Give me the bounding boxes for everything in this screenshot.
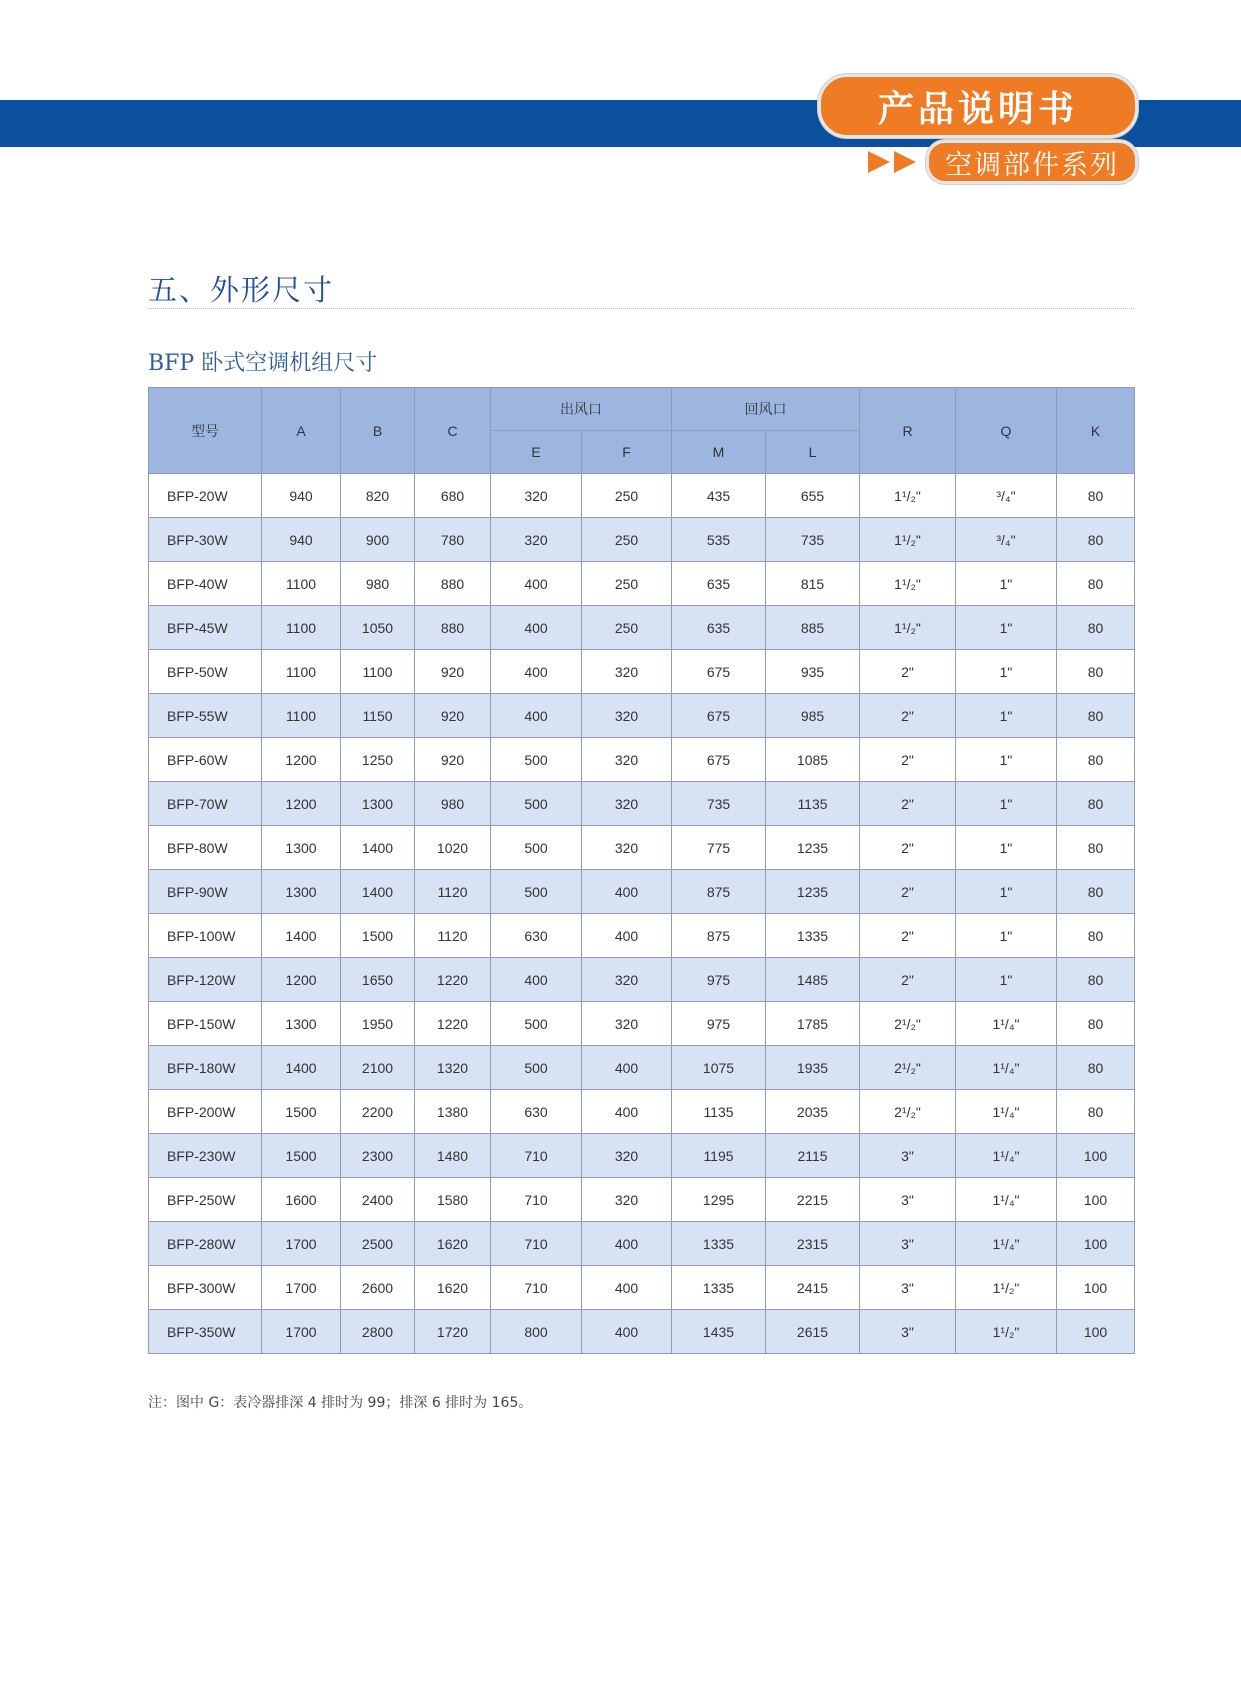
table-cell: 800 xyxy=(491,1310,582,1354)
table-cell: 320 xyxy=(491,518,582,562)
header-return-group: 回风口 xyxy=(672,388,860,431)
table-cell: 400 xyxy=(582,1046,672,1090)
table-cell: 320 xyxy=(582,1002,672,1046)
table-cell: 2315 xyxy=(766,1222,860,1266)
section-title: 五、外形尺寸 xyxy=(148,273,335,307)
model-cell: BFP-300W xyxy=(149,1266,262,1310)
table-cell: 2" xyxy=(860,694,956,738)
table-body xyxy=(149,474,1135,1354)
table-cell: 1085 xyxy=(766,738,860,782)
table-cell: 80 xyxy=(1057,606,1135,650)
table-cell: 1400 xyxy=(262,914,341,958)
table-cell: 1020 xyxy=(415,826,491,870)
table-cell: 2400 xyxy=(341,1178,415,1222)
table-cell: 400 xyxy=(491,562,582,606)
table-cell: 1300 xyxy=(262,1002,341,1046)
table-cell: 980 xyxy=(341,562,415,606)
table-cell: 1400 xyxy=(341,826,415,870)
header-model: 型号 xyxy=(149,388,262,474)
table-cell: 1300 xyxy=(341,782,415,826)
model-cell: BFP-150W xyxy=(149,1002,262,1046)
table-cell: 1050 xyxy=(341,606,415,650)
header-f: F xyxy=(582,431,672,474)
table-cell: 630 xyxy=(491,1090,582,1134)
table-cell: 1785 xyxy=(766,1002,860,1046)
table-cell: 80 xyxy=(1057,474,1135,518)
table-cell: 1220 xyxy=(415,958,491,1002)
table-cell: 320 xyxy=(582,694,672,738)
table-cell: 710 xyxy=(491,1222,582,1266)
table-row xyxy=(149,1310,1135,1354)
table-cell: 1120 xyxy=(415,870,491,914)
table-cell: 320 xyxy=(582,738,672,782)
product-manual-badge: 产品说明书 xyxy=(818,74,1138,138)
table-cell: 1235 xyxy=(766,826,860,870)
table-cell: 1720 xyxy=(415,1310,491,1354)
header-c: C xyxy=(415,388,491,474)
table-row xyxy=(149,958,1135,1002)
table-cell: 2200 xyxy=(341,1090,415,1134)
table-cell: 980 xyxy=(415,782,491,826)
table-cell: 735 xyxy=(672,782,766,826)
table-cell: 680 xyxy=(415,474,491,518)
table-row xyxy=(149,826,1135,870)
table-row xyxy=(149,474,1135,518)
table-cell: 1500 xyxy=(341,914,415,958)
model-cell: BFP-30W xyxy=(149,518,262,562)
table-cell: 940 xyxy=(262,474,341,518)
table-row xyxy=(149,914,1135,958)
table-row xyxy=(149,1266,1135,1310)
table-cell: 940 xyxy=(262,518,341,562)
model-cell: BFP-250W xyxy=(149,1178,262,1222)
table-cell: 500 xyxy=(491,870,582,914)
table-cell: 1295 xyxy=(672,1178,766,1222)
table-cell: 250 xyxy=(582,606,672,650)
table-cell: 1580 xyxy=(415,1178,491,1222)
table-cell: 100 xyxy=(1057,1134,1135,1178)
table-cell: 250 xyxy=(582,474,672,518)
table-cell: 250 xyxy=(582,518,672,562)
header-outlet-group: 出风口 xyxy=(491,388,672,431)
table-cell: 1300 xyxy=(262,870,341,914)
table-cell: 400 xyxy=(582,1222,672,1266)
table-cell: 80 xyxy=(1057,914,1135,958)
table-row xyxy=(149,562,1135,606)
table-row xyxy=(149,1178,1135,1222)
table-cell: 780 xyxy=(415,518,491,562)
table-row xyxy=(149,870,1135,914)
table-cell: 735 xyxy=(766,518,860,562)
table-cell: 1¹/₄" xyxy=(956,1046,1057,1090)
table-cell: 1" xyxy=(956,650,1057,694)
table-cell: 2¹/₂" xyxy=(860,1090,956,1134)
table-cell: 1" xyxy=(956,958,1057,1002)
table-cell: 775 xyxy=(672,826,766,870)
table-cell: 2800 xyxy=(341,1310,415,1354)
table-cell: 400 xyxy=(582,1090,672,1134)
table-cell: 1100 xyxy=(262,606,341,650)
table-row xyxy=(149,1046,1135,1090)
table-cell: 320 xyxy=(582,958,672,1002)
model-cell: BFP-50W xyxy=(149,650,262,694)
table-cell: 100 xyxy=(1057,1178,1135,1222)
table-cell: 1075 xyxy=(672,1046,766,1090)
table-cell: 500 xyxy=(491,738,582,782)
table-row xyxy=(149,606,1135,650)
table-cell: 1200 xyxy=(262,958,341,1002)
table-cell: 500 xyxy=(491,1046,582,1090)
table-cell: 1600 xyxy=(262,1178,341,1222)
table-cell: 400 xyxy=(582,1310,672,1354)
table-cell: 400 xyxy=(491,650,582,694)
table-cell: 1150 xyxy=(341,694,415,738)
table-cell: 1700 xyxy=(262,1266,341,1310)
table-cell: 400 xyxy=(491,606,582,650)
table-cell: 1100 xyxy=(262,694,341,738)
table-cell: 1500 xyxy=(262,1090,341,1134)
table-cell: 1700 xyxy=(262,1310,341,1354)
table-cell: 1¹/₂" xyxy=(860,606,956,650)
table-cell: 2500 xyxy=(341,1222,415,1266)
double-arrow-icon xyxy=(868,149,920,175)
table-cell: 1" xyxy=(956,782,1057,826)
table-cell: 2115 xyxy=(766,1134,860,1178)
table-title: BFP 卧式空调机组尺寸 xyxy=(148,351,378,376)
table-cell: 920 xyxy=(415,738,491,782)
table-cell: 655 xyxy=(766,474,860,518)
table-cell: 500 xyxy=(491,782,582,826)
table-cell: 2" xyxy=(860,914,956,958)
table-cell: 500 xyxy=(491,826,582,870)
table-cell: 320 xyxy=(582,1178,672,1222)
table-cell: 2100 xyxy=(341,1046,415,1090)
table-cell: 80 xyxy=(1057,1002,1135,1046)
table-cell: 1" xyxy=(956,914,1057,958)
dimension-table xyxy=(148,387,1135,1354)
table-cell: 3" xyxy=(860,1310,956,1354)
header-r: R xyxy=(860,388,956,474)
table-cell: 100 xyxy=(1057,1266,1135,1310)
table-cell: ³/₄" xyxy=(956,474,1057,518)
table-cell: 675 xyxy=(672,650,766,694)
table-cell: 1100 xyxy=(262,562,341,606)
model-cell: BFP-70W xyxy=(149,782,262,826)
table-cell: 400 xyxy=(582,1266,672,1310)
table-cell: 2" xyxy=(860,650,956,694)
model-cell: BFP-40W xyxy=(149,562,262,606)
table-cell: 635 xyxy=(672,562,766,606)
table-row xyxy=(149,1134,1135,1178)
model-cell: BFP-200W xyxy=(149,1090,262,1134)
table-cell: 80 xyxy=(1057,1046,1135,1090)
table-cell: 710 xyxy=(491,1134,582,1178)
table-cell: 1320 xyxy=(415,1046,491,1090)
header-a: A xyxy=(262,388,341,474)
table-cell: 2¹/₂" xyxy=(860,1046,956,1090)
table-cell: 935 xyxy=(766,650,860,694)
table-cell: 535 xyxy=(672,518,766,562)
table-cell: 400 xyxy=(491,694,582,738)
table-cell: 710 xyxy=(491,1178,582,1222)
table-cell: 400 xyxy=(582,870,672,914)
table-cell: 3" xyxy=(860,1178,956,1222)
table-cell: 880 xyxy=(415,562,491,606)
header-k: K xyxy=(1057,388,1135,474)
table-cell: 1¹/₄" xyxy=(956,1222,1057,1266)
table-cell: 2215 xyxy=(766,1178,860,1222)
table-cell: 975 xyxy=(672,1002,766,1046)
table-cell: 885 xyxy=(766,606,860,650)
table-cell: 920 xyxy=(415,694,491,738)
table-cell: 2¹/₂" xyxy=(860,1002,956,1046)
header-l: L xyxy=(766,431,860,474)
model-cell: BFP-90W xyxy=(149,870,262,914)
model-cell: BFP-280W xyxy=(149,1222,262,1266)
table-cell: 2" xyxy=(860,958,956,1002)
table-row xyxy=(149,650,1135,694)
model-cell: BFP-350W xyxy=(149,1310,262,1354)
table-cell: 820 xyxy=(341,474,415,518)
table-cell: 900 xyxy=(341,518,415,562)
table-cell: ³/₄" xyxy=(956,518,1057,562)
table-cell: 80 xyxy=(1057,826,1135,870)
header-b: B xyxy=(341,388,415,474)
model-cell: BFP-120W xyxy=(149,958,262,1002)
section-divider xyxy=(148,308,1134,309)
table-cell: 1135 xyxy=(766,782,860,826)
model-cell: BFP-100W xyxy=(149,914,262,958)
model-cell: BFP-20W xyxy=(149,474,262,518)
table-cell: 1335 xyxy=(672,1266,766,1310)
table-cell: 815 xyxy=(766,562,860,606)
model-cell: BFP-55W xyxy=(149,694,262,738)
table-cell: 1" xyxy=(956,694,1057,738)
table-cell: 1620 xyxy=(415,1266,491,1310)
model-cell: BFP-180W xyxy=(149,1046,262,1090)
table-cell: 1935 xyxy=(766,1046,860,1090)
table-cell: 2" xyxy=(860,782,956,826)
table-cell: 1950 xyxy=(341,1002,415,1046)
table-cell: 80 xyxy=(1057,782,1135,826)
table-cell: 2415 xyxy=(766,1266,860,1310)
table-cell: 1100 xyxy=(262,650,341,694)
table-cell: 320 xyxy=(582,650,672,694)
table-cell: 2615 xyxy=(766,1310,860,1354)
footnote: 注：图中 G：表冷器排深 4 排时为 99；排深 6 排时为 165。 xyxy=(148,1395,533,1411)
table-cell: 3" xyxy=(860,1266,956,1310)
table-cell: 320 xyxy=(582,1134,672,1178)
table-cell: 1" xyxy=(956,606,1057,650)
table-cell: 1220 xyxy=(415,1002,491,1046)
model-cell: BFP-230W xyxy=(149,1134,262,1178)
header-q: Q xyxy=(956,388,1057,474)
header-e: E xyxy=(491,431,582,474)
table-cell: 1¹/₂" xyxy=(860,474,956,518)
table-cell: 635 xyxy=(672,606,766,650)
table-cell: 1400 xyxy=(262,1046,341,1090)
table-cell: 1335 xyxy=(672,1222,766,1266)
table-row xyxy=(149,738,1135,782)
table-cell: 1" xyxy=(956,738,1057,782)
table-cell: 320 xyxy=(582,782,672,826)
table-cell: 100 xyxy=(1057,1310,1135,1354)
table-cell: 1700 xyxy=(262,1222,341,1266)
table-cell: 675 xyxy=(672,694,766,738)
table-cell: 875 xyxy=(672,870,766,914)
table-cell: 1250 xyxy=(341,738,415,782)
table-cell: 400 xyxy=(491,958,582,1002)
table-cell: 920 xyxy=(415,650,491,694)
table-cell: 1¹/₄" xyxy=(956,1134,1057,1178)
table-cell: 1¹/₂" xyxy=(860,518,956,562)
table-cell: 1¹/₄" xyxy=(956,1090,1057,1134)
table-cell: 1¹/₂" xyxy=(956,1310,1057,1354)
table-cell: 80 xyxy=(1057,562,1135,606)
table-cell: 100 xyxy=(1057,1222,1135,1266)
table-cell: 875 xyxy=(672,914,766,958)
table-cell: 320 xyxy=(491,474,582,518)
table-cell: 630 xyxy=(491,914,582,958)
table-cell: 975 xyxy=(672,958,766,1002)
table-cell: 1¹/₂" xyxy=(860,562,956,606)
table-cell: 1485 xyxy=(766,958,860,1002)
series-badge: 空调部件系列 xyxy=(926,140,1138,184)
table-cell: 1120 xyxy=(415,914,491,958)
table-cell: 1¹/₂" xyxy=(956,1266,1057,1310)
table-cell: 3" xyxy=(860,1134,956,1178)
table-row xyxy=(149,1222,1135,1266)
table-cell: 320 xyxy=(582,826,672,870)
table-cell: 1650 xyxy=(341,958,415,1002)
table-cell: 1500 xyxy=(262,1134,341,1178)
table-cell: 2" xyxy=(860,738,956,782)
table-cell: 2600 xyxy=(341,1266,415,1310)
table-cell: 1135 xyxy=(672,1090,766,1134)
table-cell: 2035 xyxy=(766,1090,860,1134)
table-cell: 1" xyxy=(956,826,1057,870)
table-cell: 1¹/₄" xyxy=(956,1178,1057,1222)
table-cell: 985 xyxy=(766,694,860,738)
table-cell: 1300 xyxy=(262,826,341,870)
table-cell: 2" xyxy=(860,870,956,914)
table-cell: 1480 xyxy=(415,1134,491,1178)
table-cell: 675 xyxy=(672,738,766,782)
table-cell: 880 xyxy=(415,606,491,650)
model-cell: BFP-80W xyxy=(149,826,262,870)
table-cell: 2300 xyxy=(341,1134,415,1178)
model-cell: BFP-60W xyxy=(149,738,262,782)
table-cell: 1" xyxy=(956,562,1057,606)
table-cell: 1200 xyxy=(262,738,341,782)
table-cell: 80 xyxy=(1057,870,1135,914)
table-row xyxy=(149,518,1135,562)
model-cell: BFP-45W xyxy=(149,606,262,650)
table-cell: 1235 xyxy=(766,870,860,914)
table-cell: 435 xyxy=(672,474,766,518)
table-cell: 3" xyxy=(860,1222,956,1266)
table-cell: 80 xyxy=(1057,738,1135,782)
table-cell: 1380 xyxy=(415,1090,491,1134)
table-row xyxy=(149,782,1135,826)
table-row xyxy=(149,1090,1135,1134)
table-cell: 1435 xyxy=(672,1310,766,1354)
table-cell: 80 xyxy=(1057,958,1135,1002)
table-cell: 80 xyxy=(1057,518,1135,562)
table-cell: 1335 xyxy=(766,914,860,958)
table-cell: 400 xyxy=(582,914,672,958)
table-cell: 1" xyxy=(956,870,1057,914)
table-cell: 250 xyxy=(582,562,672,606)
table-row xyxy=(149,1002,1135,1046)
table-cell: 710 xyxy=(491,1266,582,1310)
table-cell: 2" xyxy=(860,826,956,870)
table-cell: 1¹/₄" xyxy=(956,1002,1057,1046)
header-m: M xyxy=(672,431,766,474)
table-cell: 1195 xyxy=(672,1134,766,1178)
table-cell: 80 xyxy=(1057,650,1135,694)
table-cell: 1620 xyxy=(415,1222,491,1266)
table-cell: 1400 xyxy=(341,870,415,914)
table-cell: 80 xyxy=(1057,1090,1135,1134)
table-cell: 1200 xyxy=(262,782,341,826)
table-cell: 80 xyxy=(1057,694,1135,738)
table-cell: 1100 xyxy=(341,650,415,694)
table-cell: 500 xyxy=(491,1002,582,1046)
table-row xyxy=(149,694,1135,738)
